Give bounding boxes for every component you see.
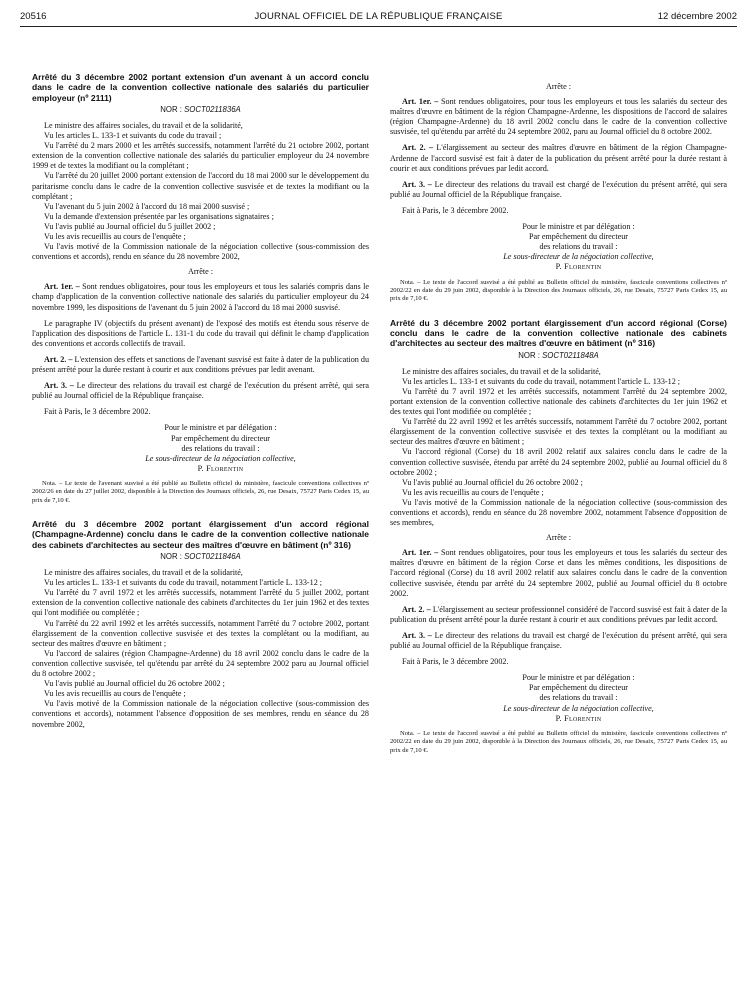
article-text: Sont rendues obligatoires, pour tous les employeurs et tous les salariés du secteur des maîtres d'œuvre en bâtiment de la région Champagne-Ardenne, les dispositions de l'accord de salaires (région Champagne-Ardenne) du 18 avril 2002 conclu dans le cadre de la convention collective susvisée, tel qu'étendu par arrêté du 24 septembre 2002, paru au Journal officiel du 8 octobre 2002. xyxy=(390,97,727,137)
visa-line: Vu l'avis publié au Journal officiel du 26 octobre 2002 ; xyxy=(402,477,583,487)
visa-line: Vu l'avenant du 5 juin 2002 à l'accord du 18 mai 2000 susvisé ; xyxy=(44,201,250,211)
visa-line: Vu les avis recueillis au cours de l'enquête ; xyxy=(44,689,186,699)
visa-line: Vu l'avis motivé de la Commission nationale de la négociation collective (sous-commission des conventions et accords), rendu en séance du 28 novembre 2002, notamment l'absence d'opposition de ses membres, xyxy=(390,497,727,528)
visa-line: Vu l'accord régional (Corse) du 18 avril 2002 relatif aux salaires conclu dans le cadre de la convention collective susvisée, étendu par arrêté du 24 septembre 2002, publié au Journal officiel du 8 octobre 2002 ; xyxy=(390,447,727,477)
article xyxy=(390,180,727,200)
article-label: Art. 2. – xyxy=(402,143,434,153)
visa-line: Vu les articles L. 133-1 et suivants du code du travail ; xyxy=(44,131,222,141)
visa-line: Vu l'arrêté du 22 avril 1992 et les arrêtés successifs, notamment l'arrêté du 7 octobre 2002, portant élargissement de la convention collective susvisée et des textes la complétant ou la modifiant, au secteur des maîtres d'œuvre en bâtiment ; xyxy=(32,618,369,648)
article-paragraph xyxy=(32,319,369,349)
article-label: Art. 3. – xyxy=(44,381,74,391)
article-label: Art. 3. – xyxy=(402,179,432,189)
article-text: L'élargissement au secteur des maîtres d'œuvre en bâtiment de la région Champagne-Ardenne de l'accord susvisé est fait à dater de la publication du présent arrêté pour la durée restant à courir et aux conditions prévues par ledit accord. xyxy=(390,143,727,173)
signature-line: Par empêchement du directeur xyxy=(528,683,629,693)
visa-line: Vu la demande d'extension présentée par les organisations signataires ; xyxy=(44,211,274,221)
article xyxy=(32,381,369,401)
article xyxy=(390,548,727,598)
nor-label: NOR : xyxy=(518,350,540,360)
article-text: L'extension des effets et sanctions de l'avenant susvisé est faite à dater de la publication du présent arrêté pour la durée restant à courir et aux conditions prévues par ledit avenant. xyxy=(32,354,370,375)
page-number: 20516 xyxy=(20,11,47,22)
fait-line: Fait à Paris, le 3 décembre 2002. xyxy=(402,657,509,667)
decree-title: Arrêté du 3 décembre 2002 portant extension d'un avenant à un accord conclu dans le cadre de la convention collective nationale des salariés du particulier employeur (nº 2111) xyxy=(32,72,369,103)
signature-title: Le sous-directeur de la négociation collective, xyxy=(503,252,654,262)
visa-line: Vu l'accord de salaires (région Champagne-Ardenne) du 18 avril 2002 conclu dans le cadre de la convention collective susvisée, tel qu'étendu par arrêté du 24 septembre 2002 paru au Journal officiel du 8 octobre 2002 ; xyxy=(32,648,369,679)
nota: Nota. – Le texte de l'accord susvisé a été publié au Bulletin officiel du ministère, fascicule conventions collectives nº 2002/22 en date du 29 juin 2002, disponible à la Direction des Journaux officiels, 26, rue Desaix, 75727 Paris Cedex 15, au prix de 7,10 €. xyxy=(390,278,727,303)
journal-title: JOURNAL OFFICIEL DE LA RÉPUBLIQUE FRANÇAISE xyxy=(254,11,503,22)
visa-line: Le ministre des affaires sociales, du travail et de la solidarité, xyxy=(44,120,243,130)
article-label: Art. 1er. – xyxy=(44,282,80,292)
visa-line: Le ministre des affaires sociales, du travail et de la solidarité, xyxy=(44,568,243,578)
signature-line: des relations du travail : xyxy=(181,443,260,453)
visa-line: Vu l'avis motivé de la Commission nationale de la négociation collective (sous-commission des conventions et accords), rendu en séance du 28 novembre 2002, xyxy=(32,242,369,262)
fait-line: Fait à Paris, le 3 décembre 2002. xyxy=(402,205,509,215)
article xyxy=(390,605,727,625)
left-column xyxy=(32,72,369,730)
visa-line: Vu l'arrêté du 7 avril 1972 et les arrêtés successifs, notamment l'arrêté du 24 septembre 2002, portant extension de la convention collective nationale des cabinets d'architectes du 1er juin 1962 et des textes qui l'ont modifiée ou complétée ; xyxy=(390,386,727,417)
decree-title: Arrêté du 3 décembre 2002 portant élargissement d'un accord régional (Champagne-Ardenne) conclu dans le cadre de la convention collective nationale des cabinets d'architectes au secteur des maîtres d'œuvre en bâtiment (nº 316) xyxy=(32,519,369,550)
nor-line xyxy=(32,105,369,115)
visa-line: Vu l'arrêté du 20 juillet 2000 portant extension de l'accord du 18 mai 2000 sur le développement du paritarisme conclu dans le cadre de la convention collective susvisée et de textes la modifiant ou la complétant ; xyxy=(32,171,369,201)
visa-line: Vu l'arrêté du 7 avril 1972 et les arrêtés successifs, notamment l'arrêté du 5 juillet 2002, portant extension de la convention collective nationale des cabinets d'architectes du 1er juin 1962 et des textes qui l'ont modifiée ou complétée ; xyxy=(32,588,369,618)
nota: Nota. – Le texte de l'avenant susvisé a été publié au Bulletin officiel du ministère, fascicule conventions collectives nº 2002/26 en date du 27 juillet 2002, disponible à la Direction des Journaux officiels, 26, rue Desaix, 75727 Paris Cedex 15, au prix de 7,10 €. xyxy=(32,479,369,504)
article xyxy=(390,143,727,173)
signature-block xyxy=(430,222,727,272)
article-label: Art. 2. – xyxy=(44,354,73,364)
arrete-heading: Arrête : xyxy=(545,533,572,543)
nor-code: SOCT0211846A xyxy=(184,552,241,561)
visa-line: Vu l'arrêté du 22 avril 1992 et les arrêtés successifs, notamment l'arrêté du 7 octobre 2002, portant élargissement de la convention collective susvisée et des textes la complétant ou la modifiant au secteur des maîtres d'œuvre en bâtiment ; xyxy=(390,417,727,447)
signature-title: Le sous-directeur de la négociation collective, xyxy=(503,703,654,713)
arrete-heading: Arrête : xyxy=(545,82,572,91)
nor-code: SOCT0211848A xyxy=(542,350,599,360)
article-label: Art. 3. – xyxy=(402,630,432,640)
visa-line: Vu les articles L. 133-1 et suivants du code du travail, notamment l'article L. 133-12 ; xyxy=(44,578,323,588)
article-text: Sont rendues obligatoires, pour tous les employeurs et tous les salariés compris dans le champ d'application de la convention collective nationale des salariés du particulier employeur du 24 novembre 1999, les dispositions de l'avenant du 5 juin 2002 à l'accord du 18 mai 2000 susvisé. xyxy=(32,282,369,312)
arrete-heading: Arrête : xyxy=(187,267,214,277)
nor-line xyxy=(32,552,369,562)
issue-date: 12 décembre 2002 xyxy=(657,11,737,22)
right-column xyxy=(390,82,727,755)
signature-block xyxy=(430,673,727,723)
article xyxy=(390,97,727,137)
visa-line: Vu les avis recueillis au cours de l'enquête ; xyxy=(44,232,186,242)
nor-code: SOCT0211836A xyxy=(184,104,241,114)
header-rule xyxy=(20,26,737,27)
signatory-name: P. Florentin xyxy=(555,262,602,272)
fait-line: Fait à Paris, le 3 décembre 2002. xyxy=(44,407,151,417)
article xyxy=(32,355,369,375)
nor-line xyxy=(390,351,727,361)
visa-line: Le ministre des affaires sociales, du travail et de la solidarité, xyxy=(402,366,601,376)
nor-label: NOR : xyxy=(160,104,182,114)
signature-line: Par empêchement du directeur xyxy=(528,232,629,242)
article-label: Art. 2. – xyxy=(402,604,431,614)
article-text: Le paragraphe IV (objectifs du présent avenant) de l'exposé des motifs est étendu sous réserve de l'application des dispositions de l'article L. 131-1 du code du travail qui définit le champ d'application des conventions et accords collectifs de travail. xyxy=(32,318,369,348)
visa-line: Vu les avis recueillis au cours de l'enquête ; xyxy=(402,487,544,497)
article-text: Sont rendues obligatoires, pour tous les employeurs et tous les salariés du secteur des maîtres d'œuvre en bâtiment de la région Corse et dans les mêmes conditions, les dispositions de l'accord régional (Corse) du 18 avril 2002 relatif aux salaires conclu dans le cadre de la convention collective susvisée, étendu par arrêté du 24 septembre 2002, publié au Journal officiel du 8 octobre 2002. xyxy=(390,548,727,598)
article-text: Le directeur des relations du travail est chargé de l'exécution du présent arrêté, qui sera publié au Journal officiel de la République française. xyxy=(390,179,728,199)
nota: Nota. – Le texte de l'accord susvisé a été publié au Bulletin officiel du ministère, fascicule conventions collectives nº 2002/22 en date du 29 juin 2002, disponible à la Direction des Journaux officiels, 26, rue Desaix, 75727 Paris Cedex 15, au prix de 7,10 €. xyxy=(390,729,727,754)
decree-2111 xyxy=(32,72,369,505)
article-text: Le directeur des relations du travail est chargé de l'exécution du présent arrêté, qui sera publié au Journal officiel de la République française. xyxy=(32,381,370,401)
decree-title: Arrêté du 3 décembre 2002 portant élargissement d'un accord régional (Corse) conclu dans le cadre de la convention collective nationale des cabinets d'architectes au secteur des maîtres d'œuvre en bâtiment (nº 316) xyxy=(390,317,727,349)
article-text: Le directeur des relations du travail est chargé de l'exécution du présent arrêté, qui sera publié au Journal officiel de la République française. xyxy=(390,630,728,651)
decree-316-champagne xyxy=(32,519,369,729)
visa-line: Vu l'avis publié au Journal officiel du 26 octobre 2002 ; xyxy=(44,679,225,689)
signature-line: Pour le ministre et par délégation : xyxy=(522,673,635,683)
article xyxy=(32,282,369,312)
article-label: Art. 1er. – xyxy=(402,548,439,558)
signatory-name: P. Florentin xyxy=(197,463,244,473)
signature-block xyxy=(72,423,369,473)
visa-line: Vu l'avis motivé de la Commission nationale de la négociation collective (sous-commission des conventions et accords), notamment l'absence d'opposition de ses membres, rendu en séance du 28 novembre 2002, xyxy=(32,699,369,729)
article-text: L'élargissement au secteur professionnel considéré de l'accord susvisé est fait à dater de la publication du présent arrêté pour la durée restant à courir et aux conditions prévues par ledit accord. xyxy=(390,604,728,624)
signature-line: Par empêchement du directeur xyxy=(170,433,271,443)
signature-line: des relations du travail : xyxy=(539,242,618,252)
nor-label: NOR : xyxy=(160,552,182,561)
signature-line: Pour le ministre et par délégation : xyxy=(522,222,635,232)
decree-316-corse xyxy=(390,318,727,755)
visa-line: Vu les articles L. 133-1 et suivants du code du travail, notamment l'article L. 133-12 ; xyxy=(402,376,681,386)
decree-316-champagne-continued xyxy=(390,82,727,304)
signature-line: Pour le ministre et par délégation : xyxy=(164,423,277,433)
signatory-name: P. Florentin xyxy=(555,713,602,723)
signature-line: des relations du travail : xyxy=(539,693,618,703)
page-header xyxy=(20,8,737,26)
visa-line: Vu l'arrêté du 2 mars 2000 et les arrêtés successifs, notamment l'arrêté du 21 octobre 2002, portant extension de la convention collective nationale des salariés du particulier employeur du 24 novembre 1999 et de textes la modifiant ou la complétant ; xyxy=(32,141,369,171)
article xyxy=(390,631,727,651)
article-label: Art. 1er. – xyxy=(402,97,439,107)
visa-line: Vu l'avis publié au Journal officiel du 5 juillet 2002 ; xyxy=(44,221,216,231)
signature-title: Le sous-directeur de la négociation collective, xyxy=(145,453,296,463)
